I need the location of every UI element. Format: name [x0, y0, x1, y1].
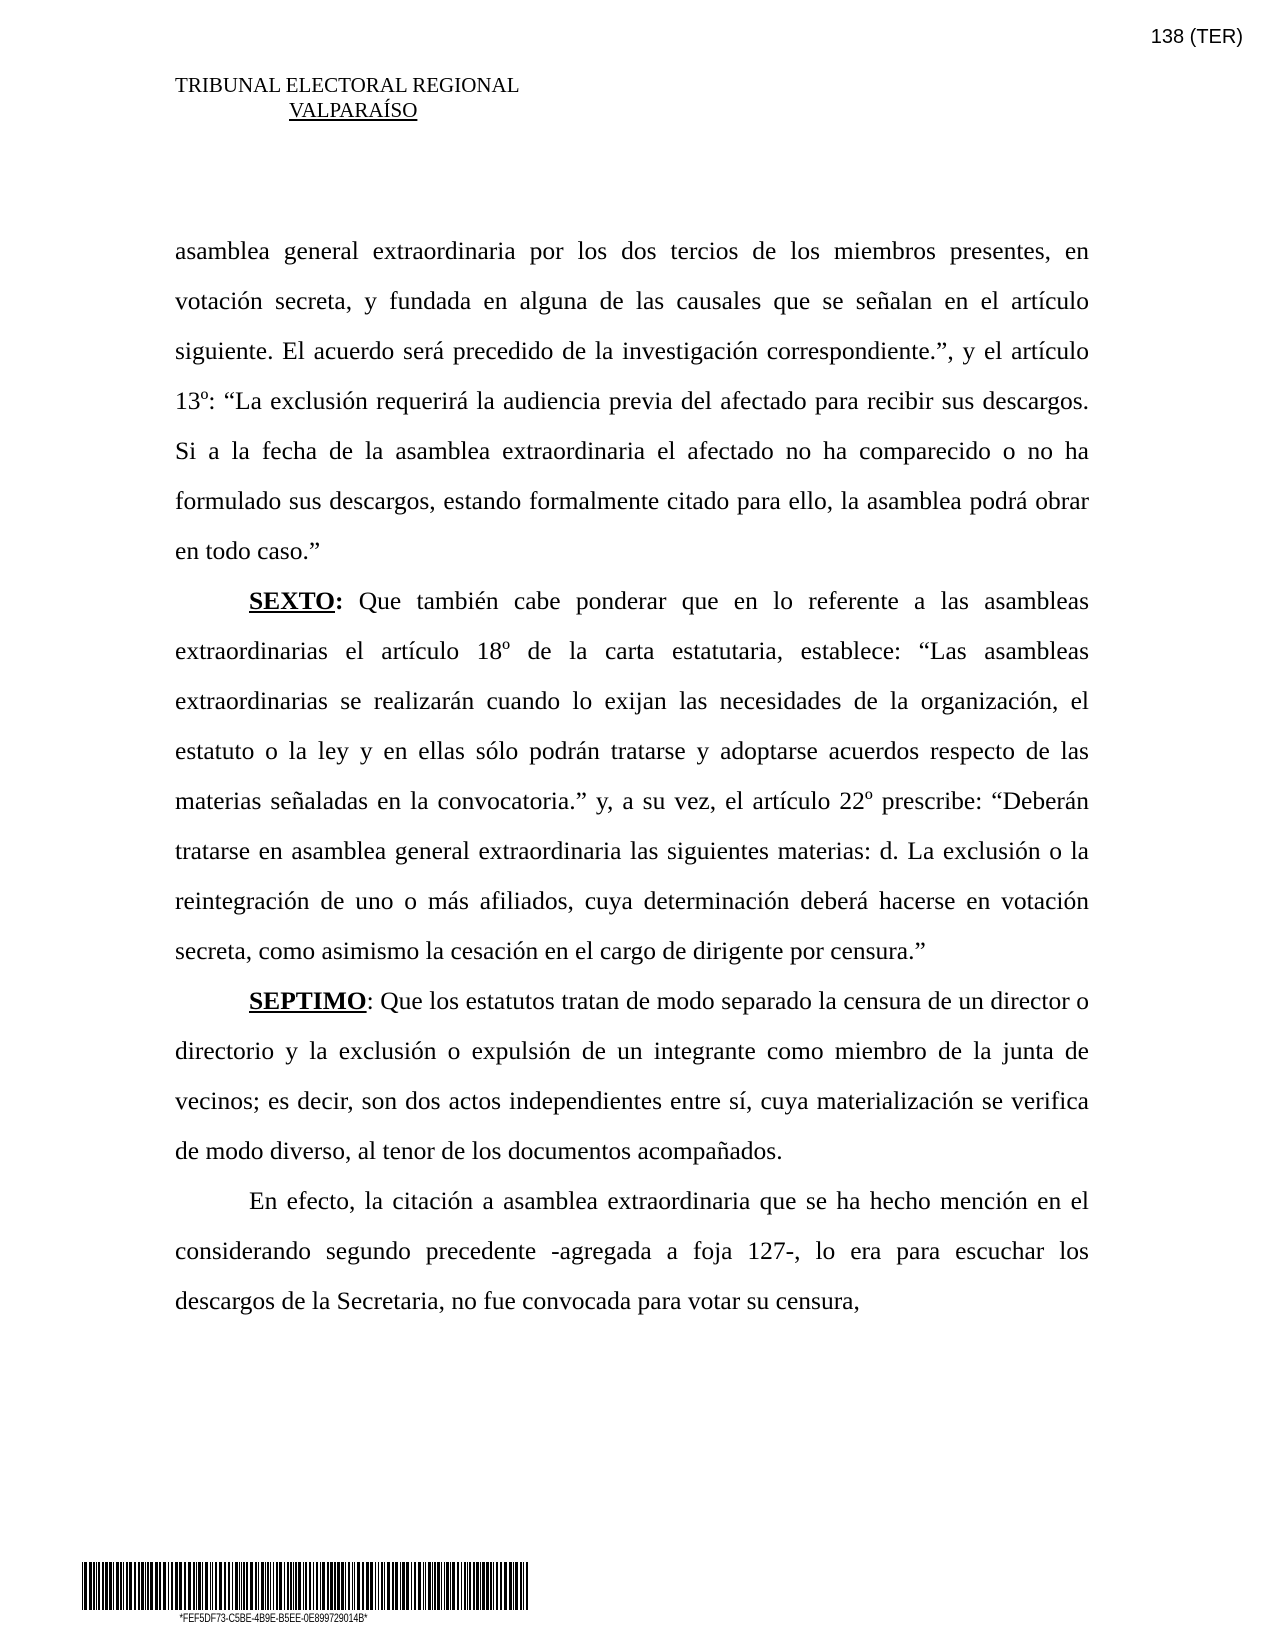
letterhead	[175, 73, 520, 123]
heading-sexto: SEXTO	[249, 586, 335, 615]
paragraph-septimo	[175, 976, 1089, 1176]
letterhead-city: VALPARAÍSO	[289, 98, 418, 122]
document-barcode	[82, 1562, 528, 1625]
paragraph-en-efecto: En efecto, la citación a asamblea extraordinaria que se ha hecho mención en el considerando segundo precedente -agregada a foja 127-, lo era para escuchar los descargos de la Secretaria, no fue convocada para votar su censura,	[175, 1186, 1089, 1315]
document-body	[175, 226, 1089, 1326]
letterhead-court-name: TRIBUNAL ELECTORAL REGIONAL	[175, 73, 520, 97]
barcode-code-text: *FEF5DF73-C5BE-4B9E-B5EE-0E899729014B*	[179, 1611, 368, 1625]
paragraph-continuation: asamblea general extraordinaria por los dos tercios de los miembros presentes, en votación secreta, y fundada en alguna de las causales que se señalan en el artículo siguiente. El acuerdo será precedido de la investigación correspondiente.”, y el artículo 13º: “La exclusión requerirá la audiencia previa del afectado para recibir sus descargos. Si a la fecha de la asamblea extraordinaria el afectado no ha comparecido o no ha formulado sus descargos, estando formalmente citado para ello, la asamblea podrá obrar en todo caso.”	[175, 236, 1089, 565]
heading-septimo: SEPTIMO	[249, 986, 367, 1015]
paragraph-sexto	[175, 576, 1089, 976]
barcode-graphic	[82, 1562, 528, 1610]
paragraph-sexto-text: Que también cabe ponderar que en lo referente a las asambleas extraordinarias el artículo 18º de la carta estatutaria, establece: “Las asambleas extraordinarias se realizarán cuando lo exijan las necesidades de la organización, el estatuto o la ley y en ellas sólo podrán tratarse y adoptarse acuerdos respecto de las materias señaladas en la convocatoria.” y, a su vez, el artículo 22º prescribe: “Deberán tratarse en asamblea general extraordinaria las siguientes materias: d. La exclusión o la reintegración de uno o más afiliados, cuya determinación deberá hacerse en votación secreta, como asimismo la cesación en el cargo de dirigente por censura.”	[175, 586, 1089, 965]
heading-sexto-colon: :	[335, 586, 344, 615]
paragraph-septimo-text: : Que los estatutos tratan de modo separado la censura de un director o directorio y la exclusión o expulsión de un integrante como miembro de la junta de vecinos; es decir, son dos actos independientes entre sí, cuya materialización se verifica de modo diverso, al tenor de los documentos acompañados.	[175, 986, 1089, 1165]
page-number: 138 (TER)	[1150, 26, 1243, 48]
